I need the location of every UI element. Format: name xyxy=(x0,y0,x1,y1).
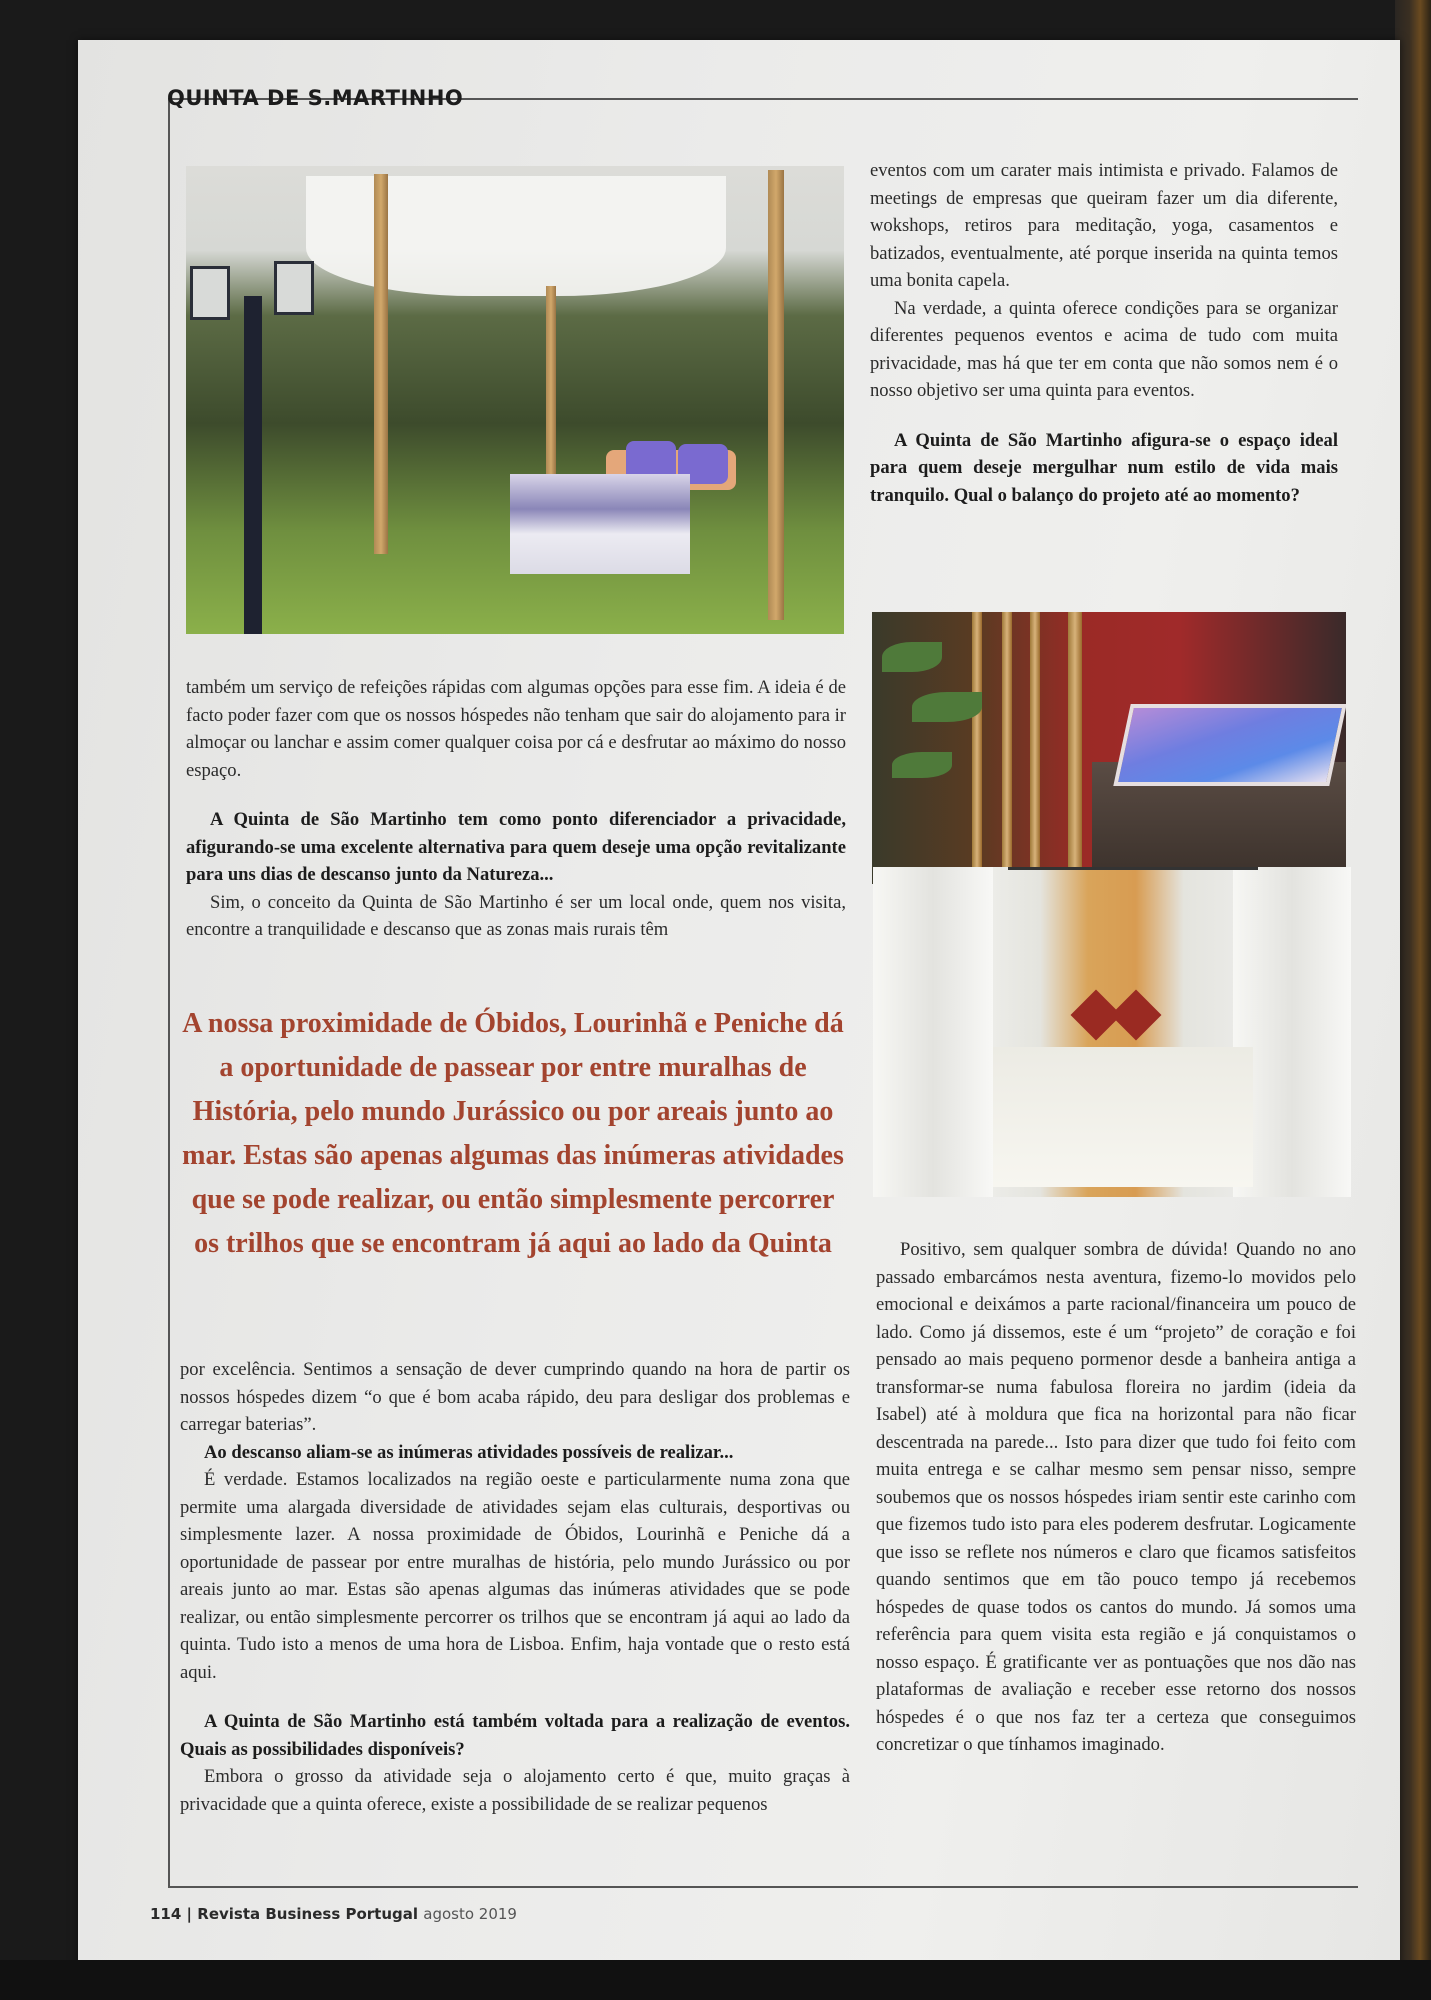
interview-question: A Quinta de São Martinho está também voltada para a realização de eventos. Quais as possibilidades disponíveis? xyxy=(180,1711,850,1760)
outdoor-bed xyxy=(510,474,690,574)
iron-canopy-frame xyxy=(1008,867,1258,870)
issue-date: agosto 2019 xyxy=(423,1905,517,1923)
publication-name: Revista Business Portugal xyxy=(197,1905,419,1923)
bamboo-leaves xyxy=(892,752,952,778)
paragraph: também um serviço de refeições rápidas com algumas opções para esse fim. A ideia é de facto poder fazer com que os nossos hóspedes não tenham que sair do alojamento para ir almoçar ou lanchar e assim comer qualquer coisa por cá e desfrutar ao máximo do nosso espaço. xyxy=(186,677,846,781)
canopy-bedroom-photo xyxy=(873,867,1351,1197)
white-curtain xyxy=(873,867,993,1197)
garden-canopy-bed-photo xyxy=(186,166,844,634)
bamboo-stalk xyxy=(1030,612,1040,884)
bamboo-stalk xyxy=(972,612,982,884)
right-column-top xyxy=(870,157,1338,509)
white-canopy xyxy=(306,176,726,296)
interview-question: A Quinta de São Martinho afigura-se o espaço ideal para quem deseje mergulhar num estilo de vida mais tranquilo. Qual o balanço do projeto até ao momento? xyxy=(870,429,1338,506)
hot-tub-water xyxy=(1113,704,1346,786)
street-lamp-post xyxy=(244,296,262,634)
pull-quote: A nossa proximidade de Óbidos, Lourinhã e Peniche dá a oportunidade de passear por entre muralhas de História, pelo mundo Jurássico ou por areais junto ao mar. Estas são apenas algumas das inúmeras atividades que se pode realizar, ou então simplesmente percorrer os trilhos que se encontram já aqui ao lado da Quinta xyxy=(182,1008,844,1259)
bamboo-stalk xyxy=(1002,612,1012,884)
page-footer xyxy=(150,1905,517,1923)
desk-background-bottom xyxy=(0,1960,1431,2000)
paragraph: por excelência. Sentimos a sensação de dever cumprindo quando na hora de partir os nossos hóspedes dizem “o que é bom acaba rápido, deu para desligar dos problemas e carregar baterias”. xyxy=(180,1359,850,1435)
hot-tub-photo xyxy=(872,612,1346,884)
red-cushion xyxy=(1111,990,1162,1041)
paragraph: Embora o grosso da atividade seja o alojamento certo é que, muito graças à privacidade que a quinta oferece, existe a possibilidade de se realizar pequenos xyxy=(180,1766,850,1815)
lamp-head xyxy=(190,266,230,320)
paragraph: eventos com um carater mais intimista e privado. Falamos de meetings de empresas que queiram fazer um dia diferente, wokshops, retiros para meditação, yoga, casamentos e batizados, eventualmente, até porque inserida na quinta temos uma bonita capela. xyxy=(870,160,1338,291)
left-column-top xyxy=(186,674,846,944)
mattress xyxy=(993,1047,1253,1187)
paragraph: Sim, o conceito da Quinta de São Martinho é ser um local onde, quem nos visita, encontre a tranquilidade e descanso que as zonas mais rurais têm xyxy=(186,891,846,940)
bamboo-stalk xyxy=(1068,612,1082,884)
section-title: QUINTA DE S.MARTINHO xyxy=(167,86,464,110)
interview-question: A Quinta de São Martinho tem como ponto diferenciador a privacidade, afigurando-se uma excelente alternativa para quem deseje uma opção revitalizante para uns dias de descanso junto da Natureza... xyxy=(186,809,846,885)
lamp-head xyxy=(274,261,314,315)
left-column-bottom xyxy=(180,1356,850,1818)
desk-background xyxy=(1395,0,1431,2000)
wooden-pole xyxy=(374,174,388,554)
footer-separator: | xyxy=(186,1905,193,1923)
paragraph: Positivo, sem qualquer sombra de dúvida! Quando no ano passado embarcámos nesta aventura, fizemo-lo movidos pelo emocional e deixámos a parte racional/financeira um pouco de lado. Como já dissemos, este é um “projeto” de coração e foi pensado ao mais pequeno pormenor desde a banheira antiga a transformar-se numa fabulosa floreira no jardim (ideia da Isabel) até à moldura que fica na horizontal para não ficar descentrada na parede... Isto para dizer que tudo foi feito com muita entrega e se calhar mesmo sem pensar nisso, sempre soubemos que os nossos hóspedes iriam sentir este carinho com que fizemos tudo isto para eles poderem desfrutar. Logicamente que isso se reflete nos números e claro que ficamos satisfeitos quando sentimos que em tão pouco tempo já recebemos hóspedes de quase todos os cantos do mundo. Já somos uma referência para quem visita esta região e já conquistamos o nosso espaço. É gratificante ver as pontuações que nos dão nas plataformas de avaliação e receber esse retorno dos nossos hóspedes é o que nos faz ter a certeza que conseguimos concretizar o que tínhamos imaginado. xyxy=(876,1239,1356,1755)
paragraph: É verdade. Estamos localizados na região oeste e particularmente numa zona que permite uma alargada diversidade de atividades sejam elas culturais, desportivas ou simplesmente lazer. A nossa proximidade de Óbidos, Lourinhã e Peniche dá a oportunidade de passear por entre muralhas de história, pelo mundo Jurássico ou por areais junto ao mar. Estas são apenas algumas das inúmeras atividades que se pode realizar, ou então simplesmente percorrer os trilhos que se encontram já aqui ao lado da quinta. Tudo isto a menos de uma hora de Lisboa. Enfim, haja vontade que o resto está aqui. xyxy=(180,1469,850,1683)
paragraph: Na verdade, a quinta oferece condições para se organizar diferentes pequenos eventos e acima de tudo com muita privacidade, mas há que ter em conta que não somos nem é o nosso objetivo ser uma quinta para eventos. xyxy=(870,297,1338,401)
right-column-bottom xyxy=(876,1236,1356,1759)
bamboo-leaves xyxy=(912,692,982,722)
wooden-pole xyxy=(768,170,784,620)
page-number: 114 xyxy=(150,1905,182,1923)
interview-question: Ao descanso aliam-se as inúmeras atividades possíveis de realizar... xyxy=(204,1441,734,1463)
bamboo-leaves xyxy=(882,642,942,672)
